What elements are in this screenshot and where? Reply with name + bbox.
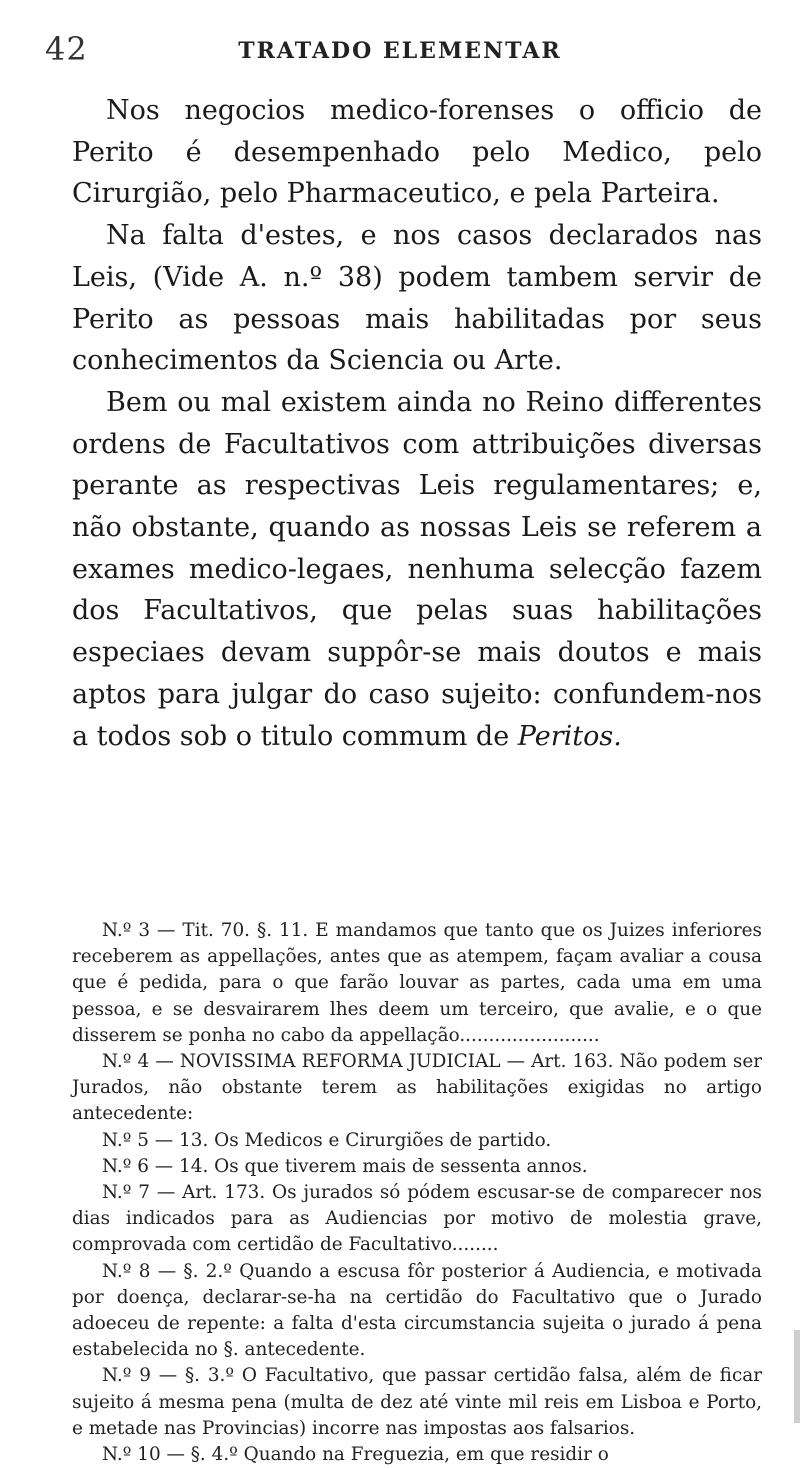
note-item: N.º 7 — Art. 173. Os jurados só pódem escusar-se de comparecer nos dias indicados para as Audiencias por motivo de molestia grave, comprovada com certidão de Facultativo........ [72,1182,762,1256]
notes-section [72,918,762,1468]
main-text [72,90,762,757]
note-item: N.º 8 — §. 2.º Quando a escusa fôr posterior á Audiencia, e motivada por doença, declarar-se-ha na certidão do Facultativo que o Jurado adoeceu de repente: a falta d'esta circumstancia sujeita o jurado á pena estabelecida no §. antecedente. [72,1260,762,1361]
paragraph: Na falta d'estes, e nos casos declarados nas Leis, (Vide A. n.º 38) podem tambem servir de Perito as pessoas mais habilitadas por seus conhecimentos da Sciencia ou Arte. [72,220,762,377]
paragraph-text: Bem ou mal existem ainda no Reino differentes ordens de Facultativos com attribuições diversas perante as respectivas Leis regulamentares; e, não obstante, quando as nossas Leis se referem a exames medico-legaes, nenhuma selecção fazem dos Facultativos, que pelas suas habilitações especiaes devam suppôr-se mais doutos e mais aptos para julgar do caso sujeito: confundem-nos a todos sob o titulo commum de [72,386,762,752]
page-header [0,30,800,78]
running-head: TRATADO ELEMENTAR [238,38,562,64]
note-item: N.º 3 — Tit. 70. §. 11. E mandamos que tanto que os Juizes inferiores receberem as appellações, antes que as atempem, façam avaliar a cousa que é pedida, para o que farão louvar as partes, cada uma em uma pessoa, e se desvairarem lhes deem um terceiro, que avalie, e o que disserem se ponha no cabo da appellação........................ [72,920,762,1046]
emphasis-peritos: Peritos. [517,720,622,752]
note-item: N.º 10 — §. 4.º Quando na Freguezia, em que residir o [102,1444,609,1466]
paragraph: Nos negocios medico-forenses o officio de Perito é desempenhado pelo Medico, pelo Cirurgião, pelo Pharmaceutico, e pela Parteira. [72,95,762,210]
note-item: N.º 6 — 14. Os que tiverem mais de sessenta annos. [102,1155,588,1177]
paragraph [72,382,762,757]
note-item: N.º 4 — NOVISSIMA REFORMA JUDICIAL — Art. 163. Não podem ser Jurados, não obstante terem as habilitações exigidas no artigo antecedente: [72,1051,762,1125]
page-number: 42 [45,30,88,68]
note-item: N.º 9 — §. 3.º O Facultativo, que passar certidão falsa, além de ficar sujeito á mesma pena (multa de dez até vinte mil reis em Lisboa e Porto, e metade nas Provincias) incorre nas impostas aos falsarios. [72,1365,762,1439]
note-item: N.º 5 — 13. Os Medicos e Cirurgiões de partido. [102,1129,552,1151]
scan-edge-shadow [794,1330,800,1423]
